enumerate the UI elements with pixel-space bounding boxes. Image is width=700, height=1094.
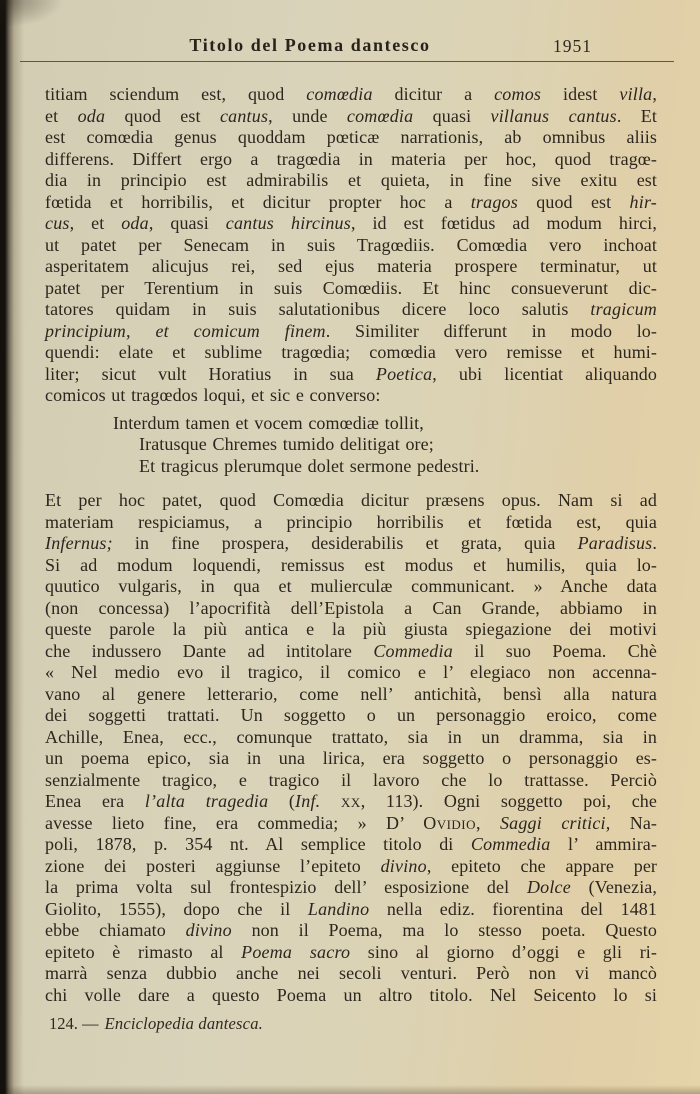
text-line: fœtida et horribilis, et dicitur propter hoc a tragos quod est hir- bbox=[45, 191, 657, 212]
text-line: zione dei posteri aggiunse l’epiteto divino, epiteto che appare per bbox=[45, 855, 657, 876]
verse-quotation-horace bbox=[45, 413, 657, 478]
text-line: materiam respiciamus, a principio horribilis et fœtida est, quia bbox=[45, 511, 657, 532]
text-line: est comœdia genus quoddam pœticæ narrationis, ab omnibus aliis bbox=[45, 127, 657, 147]
text-line: (non concessa) l’apocrifità dell’Epistola a Can Grande, abbiamo in bbox=[45, 597, 657, 618]
text-line: che indussero Dante ad intitolare Commedia il suo Poema. Chè bbox=[45, 640, 657, 661]
text-line: asperitatem alicujus rei, sed ejus materia prospere terminatur, ut bbox=[45, 256, 657, 276]
text-line: poli, 1878, p. 354 nt. Al semplice titolo di Commedia l’ ammira- bbox=[45, 834, 657, 854]
text-line: queste parole la più antica e la più giusta spiegazione dei motivi bbox=[45, 619, 657, 639]
text-line: Achille, Enea, ecc., comunque trattato, sia in un dramma, sia in bbox=[45, 726, 657, 747]
text-line: Enea era l’alta tragedia (Inf. xx, 113). Ogni soggetto poi, che bbox=[45, 791, 657, 811]
signature-number: 124. bbox=[49, 1014, 78, 1033]
text-line: Iratusque Chremes tumido delitigat ore; bbox=[139, 434, 434, 454]
text-line: titiam sciendum est, quod comœdia dicitur a comos idest villa, bbox=[45, 84, 657, 104]
signature-footer bbox=[49, 1014, 263, 1034]
running-head-title: Titolo del Poema dantesco bbox=[189, 35, 431, 55]
page-number: 1951 bbox=[553, 36, 592, 56]
text-line: un poema epico, sia in una lirica, era soggetto o personaggio es- bbox=[45, 748, 657, 768]
running-head bbox=[0, 33, 700, 61]
text-line: epiteto è rimasto al Poema sacro sino al giorno d’oggi e gli ri- bbox=[45, 941, 657, 962]
text-line: liter; sicut vult Horatius in sua Poetica, ubi licentiat aliquando bbox=[45, 363, 657, 384]
text-line: patet per Terentium in suis Comœdiis. Et hinc consueverunt dic- bbox=[45, 277, 657, 298]
text-line: marrà senza dubbio anche nei secoli venturi. Però non vi mancò bbox=[45, 963, 657, 983]
text-line: vano al genere letterario, come nell’ antichità, bensì alla natura bbox=[45, 683, 657, 704]
paragraph-latin-comoedia bbox=[45, 84, 657, 407]
text-line: Infernus; in fine prospera, desiderabilis et grata, quia Paradisus. bbox=[45, 533, 657, 553]
signature-work-title: Enciclopedia dantesca. bbox=[104, 1014, 263, 1033]
text-line: Giolito, 1555), dopo che il Landino nella ediz. fiorentina del 1481 bbox=[45, 898, 658, 919]
text-line: avesse lieto fine, era commedia; » D’ Ovidio, Saggi critici, Na- bbox=[45, 812, 657, 833]
text-line: principium, et comicum finem. Similiter differunt in modo lo- bbox=[45, 320, 657, 341]
text-line: cus, et oda, quasi cantus hircinus, id est fœtidus ad modum hirci, bbox=[45, 213, 658, 233]
signature-dash: — bbox=[82, 1014, 99, 1033]
text-line: chi volle dare a questo Poema un altro titolo. Nel Seicento lo si bbox=[45, 984, 657, 1005]
text-line: la prima volta sul frontespizio dell’ esposizione del Dolce (Venezia, bbox=[45, 877, 657, 897]
text-line: comicos ut tragœdos loqui, et sic e converso: bbox=[45, 385, 381, 405]
text-line: Et tragicus plerumque dolet sermone pedestri. bbox=[139, 455, 480, 476]
text-line: quendi: elate et sublime tragœdia; comœdia vero remisse et humi- bbox=[45, 342, 657, 362]
paragraph-commedia-title bbox=[45, 490, 657, 1006]
text-block bbox=[45, 84, 657, 1006]
text-line: Interdum tamen et vocem comœdiæ tollit, bbox=[113, 412, 424, 433]
text-line: ebbe chiamato divino non il Poema, ma lo stesso poeta. Questo bbox=[45, 920, 657, 940]
text-line: differens. Differt ergo a tragœdia in materia per hoc, quod tragœ- bbox=[45, 148, 657, 169]
text-line: senzialmente tragico, e tragico il lavoro che lo trattasse. Perciò bbox=[45, 769, 657, 790]
text-line: et oda quod est cantus, unde comœdia quasi villanus cantus. Et bbox=[45, 105, 657, 126]
text-line: Si ad modum loquendi, remissus est modus et humilis, quia lo- bbox=[45, 554, 657, 575]
text-line: « Nel medio evo il tragico, il comico e l’ elegiaco non accenna- bbox=[45, 662, 657, 682]
text-line: ut patet per Senecam in suis Tragœdiis. Comœdia vero inchoat bbox=[45, 234, 657, 255]
header-rule bbox=[20, 61, 674, 62]
text-line: tatores quidam in suis salutationibus dicere loco salutis tragicum bbox=[45, 299, 657, 319]
text-line: dia in principio est admirabilis et quieta, in fine sive exitu est bbox=[45, 170, 657, 190]
text-line: quutico vulgaris, in qua et mulierculæ communicant. » Anche data bbox=[45, 576, 657, 596]
text-line: Et per hoc patet, quod Comœdia dicitur præsens opus. Nam si ad bbox=[45, 490, 657, 510]
text-line: dei soggetti trattati. Un soggetto o un personaggio eroico, come bbox=[45, 705, 657, 725]
